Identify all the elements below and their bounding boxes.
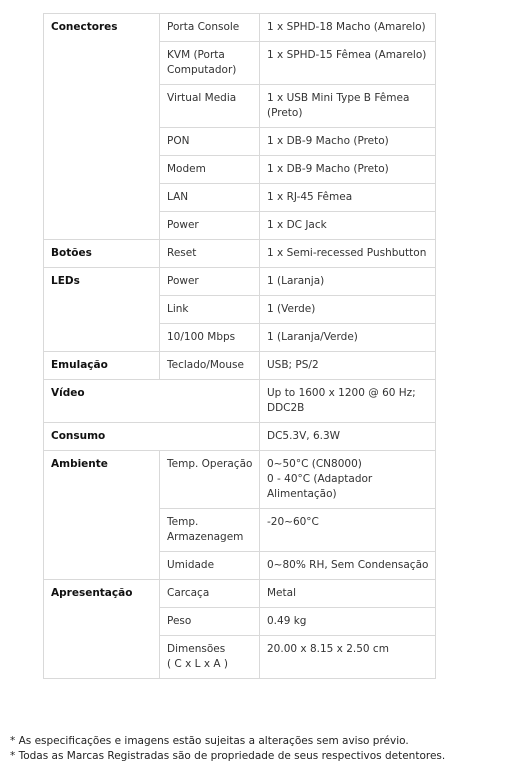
spec-value: 1 x RJ-45 Fêmea <box>260 184 436 212</box>
spec-value: 1 x SPHD-18 Macho (Amarelo) <box>260 14 436 42</box>
spec-label: Dimensões ( C x L x A ) <box>160 636 260 679</box>
spec-label: PON <box>160 128 260 156</box>
spec-value: -20~60°C <box>260 509 436 552</box>
spec-label: Teclado/Mouse <box>160 352 260 380</box>
spec-label: Power <box>160 268 260 296</box>
spec-value: 1 x SPHD-15 Fêmea (Amarelo) <box>260 42 436 85</box>
spec-row <box>44 268 436 296</box>
spec-category: LEDs <box>44 268 160 352</box>
spec-label: Temp. Armazenagem <box>160 509 260 552</box>
spec-value: 1 x DB-9 Macho (Preto) <box>260 128 436 156</box>
spec-value: 0~50°C (CN8000) 0 - 40°C (Adaptador Alimentação) <box>260 451 436 509</box>
spec-label: KVM (Porta Computador) <box>160 42 260 85</box>
spec-label: Peso <box>160 608 260 636</box>
spec-category: Ambiente <box>44 451 160 580</box>
spec-value: 20.00 x 8.15 x 2.50 cm <box>260 636 436 679</box>
spec-row <box>44 423 436 451</box>
spec-label: Power <box>160 212 260 240</box>
spec-value: 0.49 kg <box>260 608 436 636</box>
spec-value: 1 (Laranja) <box>260 268 436 296</box>
spec-value: 1 (Laranja/Verde) <box>260 324 436 352</box>
spec-category: Apresentação <box>44 580 160 679</box>
spec-value: 1 x DC Jack <box>260 212 436 240</box>
spec-row <box>44 352 436 380</box>
spec-label: Virtual Media <box>160 85 260 128</box>
spec-value: 0~80% RH, Sem Condensação <box>260 552 436 580</box>
spec-row <box>44 240 436 268</box>
trademark-note: * Todas as Marcas Registradas são de propriedade de seus respectivos detentores. <box>10 750 446 762</box>
specifications-table <box>43 13 436 679</box>
spec-value: 1 x USB Mini Type B Fêmea (Preto) <box>260 85 436 128</box>
spec-label: 10/100 Mbps <box>160 324 260 352</box>
spec-row <box>44 14 436 42</box>
spec-label: Modem <box>160 156 260 184</box>
spec-label: LAN <box>160 184 260 212</box>
spec-category: Consumo <box>44 423 260 451</box>
spec-row <box>44 451 436 509</box>
spec-value: Metal <box>260 580 436 608</box>
footnotes <box>10 734 445 764</box>
spec-label: Temp. Operação <box>160 451 260 509</box>
spec-value: 1 x DB-9 Macho (Preto) <box>260 156 436 184</box>
spec-label: Link <box>160 296 260 324</box>
spec-value: DC5.3V, 6.3W <box>260 423 436 451</box>
spec-label: Porta Console <box>160 14 260 42</box>
spec-category: Vídeo <box>44 380 260 423</box>
spec-value: Up to 1600 x 1200 @ 60 Hz; DDC2B <box>260 380 436 423</box>
spec-label: Umidade <box>160 552 260 580</box>
spec-value: USB; PS/2 <box>260 352 436 380</box>
spec-value: 1 x Semi-recessed Pushbutton <box>260 240 436 268</box>
disclaimer-note: * As especificações e imagens estão sujeitas a alterações sem aviso prévio. <box>10 735 409 747</box>
spec-row <box>44 580 436 608</box>
spec-label: Carcaça <box>160 580 260 608</box>
spec-label: Reset <box>160 240 260 268</box>
spec-category: Emulação <box>44 352 160 380</box>
spec-category: Conectores <box>44 14 160 240</box>
spec-value: 1 (Verde) <box>260 296 436 324</box>
spec-row <box>44 380 436 423</box>
spec-category: Botões <box>44 240 160 268</box>
